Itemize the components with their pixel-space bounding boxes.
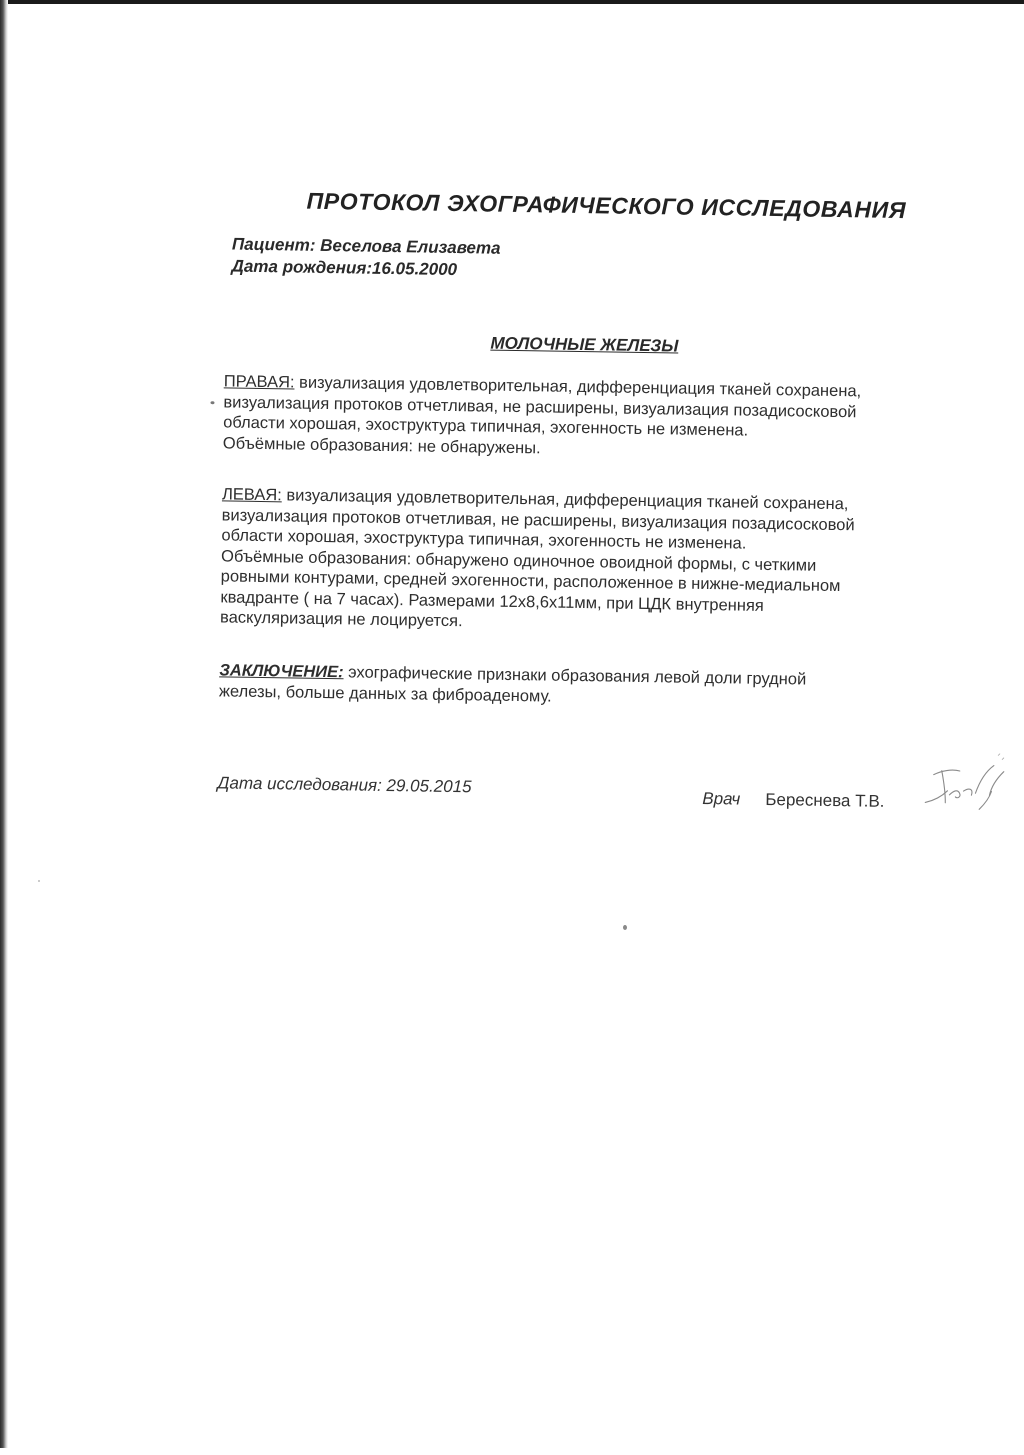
right-label: ПРАВАЯ: xyxy=(223,372,295,392)
text-line: Объёмные образования: обнаружено одиночное овоидной формы, с четкими xyxy=(220,546,817,575)
scan-speck xyxy=(210,401,214,404)
doctor-name: Береснева Т.В. xyxy=(765,789,885,811)
doctor-label: Врач xyxy=(702,788,741,809)
text-line: ровными контурами, средней эхогенности, расположенное в нижне-медиальном xyxy=(220,567,841,596)
text-fragment: визуализация удовлетворительная, дифференциация тканей сохранена, xyxy=(281,486,849,514)
text-line: визуализация протоков отчетливая, не расширены, визуализация позадисосковой xyxy=(221,505,855,534)
patient-birth-date: Дата рождения:16.05.2000 xyxy=(231,256,458,280)
handwritten-signature xyxy=(919,750,1010,821)
text-fragment: визуализация удовлетворительная, дифференциация тканей сохранена, xyxy=(294,373,862,401)
text-line: Объёмные образования: не обнаружены. xyxy=(222,433,541,457)
text-line: области хорошая, эхоструктура типичная, эхогенность не изменена. xyxy=(221,526,747,553)
left-label: ЛЕВАЯ: xyxy=(221,485,282,505)
text-fragment: эхографические признаки образования левой доли грудной xyxy=(343,663,807,689)
text-line: васкуляризация не лоцируется. xyxy=(219,608,463,631)
page-title: ПРОТОКОЛ ЭХОГРАФИЧЕСКОГО ИССЛЕДОВАНИЯ xyxy=(306,187,907,224)
left-breast-findings xyxy=(220,484,958,639)
study-date: Дата исследования: 29.05.2015 xyxy=(217,773,472,797)
conclusion-label: ЗАКЛЮЧЕНИЕ: xyxy=(219,661,344,682)
text-line: области хорошая, эхоструктура типичная, эхогенность не изменена. xyxy=(223,413,749,440)
conclusion xyxy=(219,660,956,713)
section-heading: МОЛОЧНЫЕ ЖЕЛЕЗЫ xyxy=(490,333,679,356)
text-line: визуализация протоков отчетливая, не расширены, визуализация позадисосковой xyxy=(223,392,857,421)
right-breast-findings xyxy=(223,371,960,465)
text-line: железы, больше данных за фиброаденому. xyxy=(218,681,552,706)
patient-name: Пациент: Веселова Елизавета xyxy=(231,234,501,258)
text-line: квадранте ( на 7 часах). Размерами 12х8,6х11мм, при ЦДК внутренняя xyxy=(220,587,764,615)
